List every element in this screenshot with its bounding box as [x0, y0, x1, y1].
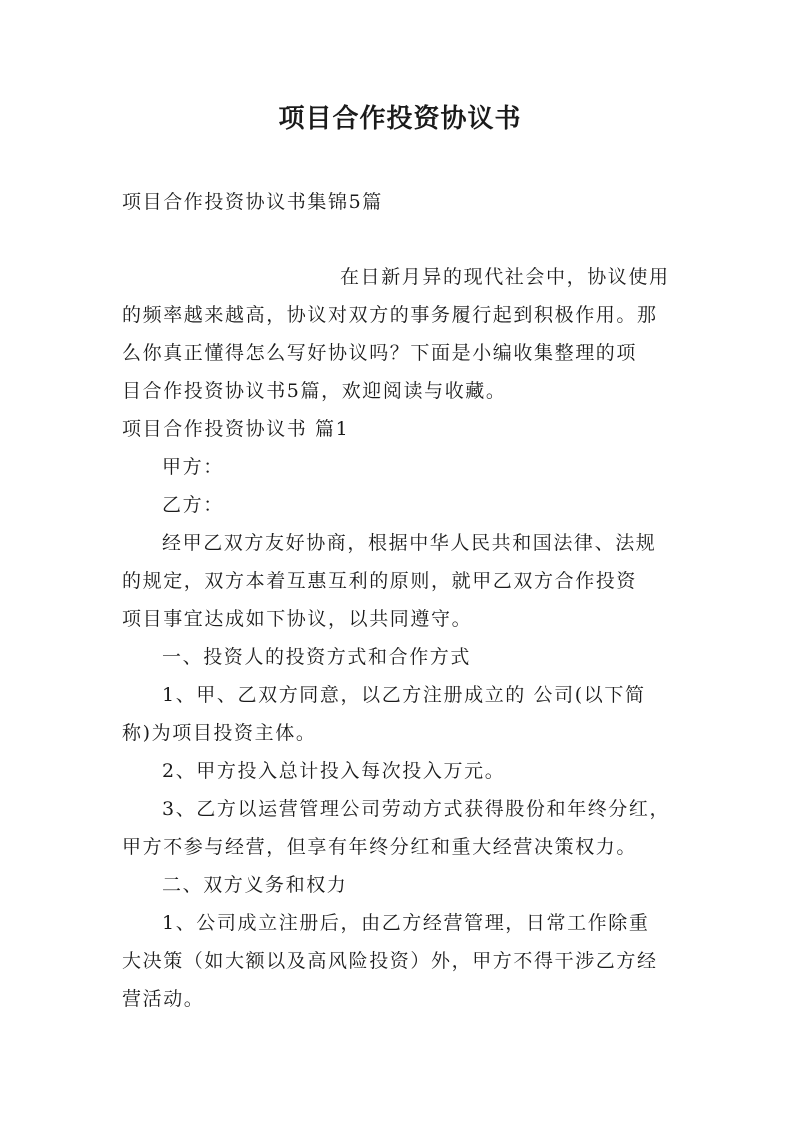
party-a-label: 甲方：	[162, 456, 224, 478]
clause-heading: 二、双方义务和权力	[162, 874, 348, 896]
document-subtitle: 项目合作投资协议书集锦5篇	[122, 191, 383, 213]
clause-line: 称)为项目投资主体。	[122, 722, 317, 744]
paragraph-line: 经甲乙双方友好协商，根据中华人民共和国法律、法规	[162, 532, 657, 554]
paragraph-line: 的规定，双方本着互惠互利的原则，就甲乙双方合作投资	[122, 570, 638, 592]
party-b-label: 乙方：	[162, 494, 224, 516]
clause-line: 营活动。	[122, 988, 205, 1010]
clause-line: 甲方不参与经营，但享有年终分红和重大经营决策权力。	[122, 836, 638, 858]
paragraph-line: 在日新月异的现代社会中，协议使用	[340, 266, 670, 288]
clause-heading: 一、投资人的投资方式和合作方式	[162, 646, 472, 668]
paragraph-line: 的频率越来越高，协议对双方的事务履行起到积极作用。那	[122, 304, 658, 326]
section-heading: 项目合作投资协议书 篇1	[122, 418, 350, 440]
clause-line: 2、甲方投入总计投入每次投入万元。	[162, 760, 506, 782]
paragraph-line: 目合作投资协议书5篇，欢迎阅读与收藏。	[122, 380, 507, 402]
clause-line: 3、乙方以运营管理公司劳动方式获得股份和年终分红，	[162, 798, 671, 820]
clause-line: 大决策（如大额以及高风险投资）外，甲方不得干涉乙方经	[122, 950, 658, 972]
paragraph-line: 么你真正懂得怎么写好协议吗？下面是小编收集整理的项	[122, 342, 638, 364]
paragraph-line: 项目事宜达成如下协议，以共同遵守。	[122, 608, 473, 630]
document-title: 项目合作投资协议书	[278, 104, 522, 134]
clause-line: 1、甲、乙双方同意，以乙方注册成立的 公司(以下简	[162, 684, 646, 706]
clause-line: 1、公司成立注册后，由乙方经营管理，日常工作除重	[162, 912, 650, 934]
